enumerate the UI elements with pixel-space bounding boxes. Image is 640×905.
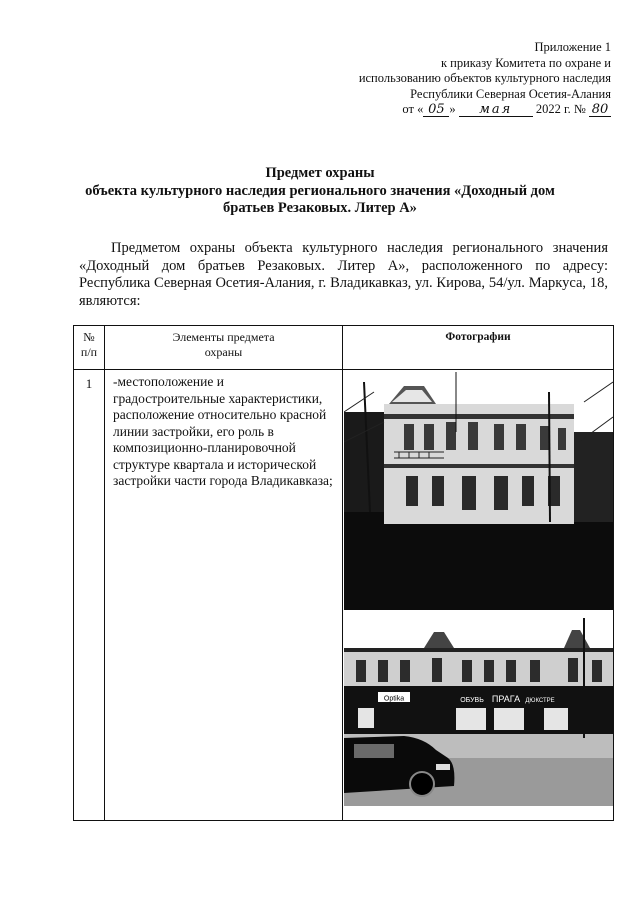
appendix-line-4: Республики Северная Осетия-Алания [410, 86, 611, 101]
intro-paragraph [79, 240, 608, 310]
shop-sign-4: ДЮКСТРЕ [525, 698, 555, 704]
table-header-row [74, 326, 614, 370]
title-line-1: Предмет охраны [265, 165, 375, 181]
date-year: 2022 г. № [535, 102, 586, 116]
shop-sign-3: ПРАГА [491, 694, 521, 704]
title-line-2: объекта культурного наследия регионального значения «Доходный дом [85, 182, 555, 199]
header-number-line-1: № [83, 330, 95, 344]
appendix-line-2: к приказу Комитета по охране и [440, 55, 611, 70]
appendix-line-1: Приложение 1 [534, 40, 611, 54]
appendix-block [291, 40, 611, 118]
title-line-3: братьев Резаковых. Литер А» [223, 200, 417, 216]
row-photos [343, 370, 614, 821]
appendix-date-line [291, 102, 611, 118]
date-mid: » [449, 102, 456, 116]
intro-text: Предметом охраны объекта культурного наследия регионального значения «Доходный дом братьев Резаковых. Литер А», расположенного по адресу: Республика Северная Осетия-Алания, г. Владикавказ, ул. Кирова, 54/ул. Маркуса, 18, являются: [79, 240, 608, 309]
header-elements-line-1: Элементы предмета [172, 330, 275, 344]
table-row [74, 370, 614, 821]
shop-sign-2: ОБУВЬ [460, 697, 484, 704]
header-photos: Фотографии [343, 326, 614, 370]
protection-table [73, 325, 614, 821]
shop-sign-1: Optika [383, 695, 405, 703]
row-element-text: -местоположение и градостроительные характеристики, расположение относительно красной линии застройки, его роль в композиционно-планировочной структуре квартала и исторической застройки части города Владикавказа; [105, 370, 343, 821]
document-title [60, 165, 580, 218]
order-number-handwritten: 80 [589, 103, 611, 117]
header-number-line-2: п/п [80, 345, 98, 359]
header-elements [105, 326, 343, 370]
date-month-handwritten: мая [459, 103, 533, 117]
building-photo-corner [344, 372, 613, 610]
header-number [74, 326, 105, 370]
building-photo-street [344, 618, 613, 806]
date-day-handwritten: 05 [423, 103, 449, 117]
date-prefix: от « [402, 102, 424, 116]
row-number: 1 [74, 370, 105, 821]
header-elements-line-2: охраны [204, 345, 243, 359]
appendix-line-3: использованию объектов культурного наследия [358, 71, 611, 85]
